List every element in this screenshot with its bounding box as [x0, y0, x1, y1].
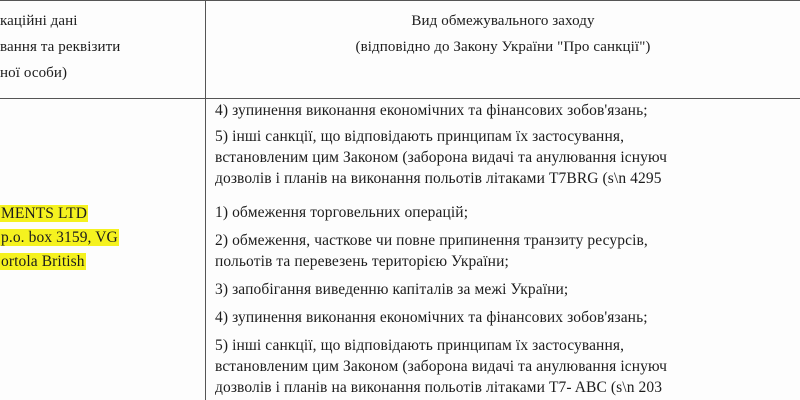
entity-address	[0, 229, 119, 247]
measure-line: 1) обмеження торговельних операцiй;	[215, 204, 469, 221]
entity-address-text: p.o. box 3159, VG	[1, 229, 118, 246]
entity-name-text: MENTS LTD	[1, 205, 88, 222]
entity-location	[0, 253, 86, 271]
measure-line: встановленим цим Законом (заборона видачi та анулювання iснуюч	[215, 149, 668, 166]
right-header-title: Вид обмежувального заходу	[411, 13, 595, 29]
measure-line: 2) обмеження, часткове чи повне припинення транзиту ресурсiв,	[215, 232, 648, 249]
measure-line: 5) iншi санкцiї, що вiдповiдають принципам їх застосування,	[215, 337, 625, 354]
measure-line: 4) зупинення виконання економiчних та фiнансових зобов'язань;	[215, 102, 648, 119]
entity-name	[0, 205, 88, 223]
header-top-border	[0, 0, 800, 1]
entity-location-text: ortola British	[1, 253, 85, 270]
measure-line: дозволiв i планiв на виконання польотiв лiтаками T7- ABC (s\n 203	[215, 379, 663, 396]
measure-line: польотiв та перевезень територiєю України;	[215, 253, 509, 270]
measure-line: 3) запобiгання виведенню капiталiв за межi України;	[215, 281, 569, 298]
measure-line: встановленим цим Законом (заборона видачi та анулювання iснуюч	[215, 358, 668, 375]
left-header-line-1: кацiйнi данi	[0, 13, 78, 29]
measure-line: дозволiв i планiв на виконання польотiв лiтаками T7BRG (s\n 4295	[215, 170, 662, 187]
left-header-line-2: вання та реквiзити	[0, 39, 121, 55]
measure-line: 5) iншi санкцiї, що вiдповiдають принципам їх застосування,	[215, 128, 625, 145]
measure-line: 4) зупинення виконання економiчних та фiнансових зобов'язань;	[215, 309, 648, 326]
left-header-line-3: ної особи)	[0, 65, 68, 81]
column-divider	[205, 0, 206, 400]
header-bottom-border	[0, 98, 800, 99]
right-header-subtitle: (вiдповiдно до Закону України "Про санкцiї")	[355, 39, 651, 55]
